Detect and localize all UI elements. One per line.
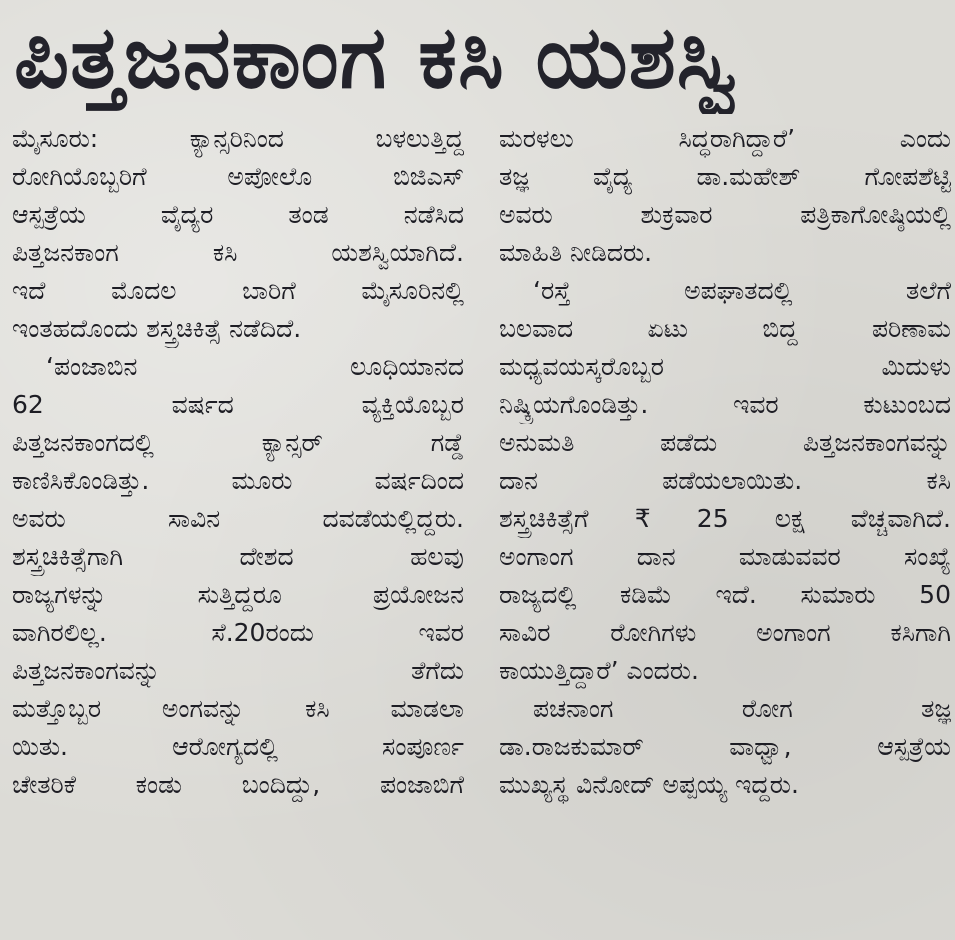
- article-line: ಇದೆ ಮೊದಲ ಬಾರಿಗೆ ಮೈಸೂರಿನಲ್ಲಿ: [12, 276, 464, 305]
- article-line: ಪಿತ್ತಜನಕಾಂಗದಲ್ಲಿ ಕ್ಯಾನ್ಸರ್ ಗಡ್ಡೆ: [12, 428, 464, 457]
- article-line: ರೋಗಿಯೊಬ್ಬರಿಗೆ ಅಪೋಲೊ ಬಿಜಿಎಸ್: [12, 162, 464, 191]
- article-line: ರಾಜ್ಯಗಳನ್ನು ಸುತ್ತಿದ್ದರೂ ಪ್ರಯೋಜನ: [12, 580, 464, 609]
- article-line: ‘ರಸ್ತೆ ಅಪಘಾತದಲ್ಲಿ ತಲೆಗೆ: [533, 276, 951, 305]
- article-column-right: [499, 120, 951, 932]
- article-column-left: [12, 120, 464, 932]
- article-line: ಪಿತ್ತಜನಕಾಂಗ ಕಸಿ ಯಶಸ್ವಿಯಾಗಿದೆ.: [12, 238, 464, 267]
- article-line: ಮುಖ್ಯಸ್ಥ ವಿನೋದ್ ಅಪ್ಪಯ್ಯ ಇದ್ದರು.: [499, 770, 799, 799]
- article-line: ಡಾ.ರಾಜಕುಮಾರ್ ವಾಧ್ವಾ, ಆಸ್ಪತ್ರೆಯ: [499, 732, 951, 761]
- article-line: ಶಸ್ತ್ರಚಿಕಿತ್ಸೆಗಾಗಿ ದೇಶದ ಹಲವು: [12, 542, 464, 571]
- article-line: ಚೇತರಿಕೆ ಕಂಡು ಬಂದಿದ್ದು, ಪಂಜಾಬಿಗೆ: [12, 770, 464, 799]
- article-line: 62 ವರ್ಷದ ವ್ಯಕ್ತಿಯೊಬ್ಬರ: [12, 390, 464, 419]
- article-line: ಮಾಹಿತಿ ನೀಡಿದರು.: [499, 238, 653, 267]
- article-line: ಮರಳಲು ಸಿದ್ಧರಾಗಿದ್ದಾರೆ’ ಎಂದು: [499, 124, 951, 153]
- article-line: ಇಂತಹದೊಂದು ಶಸ್ತ್ರಚಿಕಿತ್ಸೆ ನಡೆದಿದೆ.: [12, 314, 302, 343]
- article-line: ಕಾಣಿಸಿಕೊಂಡಿತ್ತು. ಮೂರು ವರ್ಷದಿಂದ: [12, 466, 464, 495]
- article-line: ಅಂಗಾಂಗ ದಾನ ಮಾಡುವವರ ಸಂಖ್ಯೆ: [499, 542, 951, 571]
- article-line: ಮತ್ತೊಬ್ಬರ ಅಂಗವನ್ನು ಕಸಿ ಮಾಡಲಾ: [12, 694, 464, 723]
- headline: ಪಿತ್ತಜನಕಾಂಗ ಕಸಿ ಯಶಸ್ವಿ: [14, 8, 739, 108]
- article-line: ಆಸ್ಪತ್ರೆಯ ವೈದ್ಯರ ತಂಡ ನಡೆಸಿದ: [12, 200, 464, 229]
- article-line: ಬಲವಾದ ಏಟು ಬಿದ್ದ ಪರಿಣಾಮ: [499, 314, 951, 343]
- article-line: ಯಿತು. ಆರೋಗ್ಯದಲ್ಲಿ ಸಂಪೂರ್ಣ: [12, 732, 464, 761]
- article-line: ಮಧ್ಯವಯಸ್ಕರೊಬ್ಬರ ಮಿದುಳು: [499, 352, 951, 381]
- article-line: ಅವರು ಸಾವಿನ ದವಡೆಯಲ್ಲಿದ್ದರು.: [12, 504, 464, 533]
- article-line: ಪಚನಾಂಗ ರೋಗ ತಜ್ಞ: [533, 694, 951, 723]
- article-line: ವಾಗಿರಲಿಲ್ಲ. ಸೆ.20ರಂದು ಇವರ: [12, 618, 464, 647]
- article-line: ಶಸ್ತ್ರಚಿಕಿತ್ಸೆಗೆ ₹ 25 ಲಕ್ಷ ವೆಚ್ಚವಾಗಿದೆ.: [499, 504, 951, 533]
- article-line: ಅವರು ಶುಕ್ರವಾರ ಪತ್ರಿಕಾಗೋಷ್ಠಿಯಲ್ಲಿ: [499, 200, 951, 229]
- article-line: ಅನುಮತಿ ಪಡೆದು ಪಿತ್ತಜನಕಾಂಗವನ್ನು: [499, 428, 951, 457]
- article-line: ರಾಜ್ಯದಲ್ಲಿ ಕಡಿಮೆ ಇದೆ. ಸುಮಾರು 50: [499, 580, 951, 609]
- article-line: ಕಾಯುತ್ತಿದ್ದಾರೆ’ ಎಂದರು.: [499, 656, 699, 685]
- article-line: ದಾನ ಪಡೆಯಲಾಯಿತು. ಕಸಿ: [499, 466, 951, 495]
- article-line: ತಜ್ಞ ವೈದ್ಯ ಡಾ.ಮಹೇಶ್ ಗೋಪಶೆಟ್ಟಿ: [499, 162, 951, 191]
- article-line: ‘ಪಂಜಾಬಿನ ಲೂಧಿಯಾನದ: [46, 352, 464, 381]
- article-line: ಮೈಸೂರು: ಕ್ಯಾನ್ಸರಿನಿಂದ ಬಳಲುತ್ತಿದ್ದ: [12, 124, 464, 153]
- article-line: ಸಾವಿರ ರೋಗಿಗಳು ಅಂಗಾಂಗ ಕಸಿಗಾಗಿ: [499, 618, 951, 647]
- article-line: ಪಿತ್ತಜನಕಾಂಗವನ್ನು ತೆಗೆದು: [12, 656, 464, 685]
- article-line: ನಿಷ್ಕ್ರಿಯಗೊಂಡಿತ್ತು. ಇವರ ಕುಟುಂಬದ: [499, 390, 951, 419]
